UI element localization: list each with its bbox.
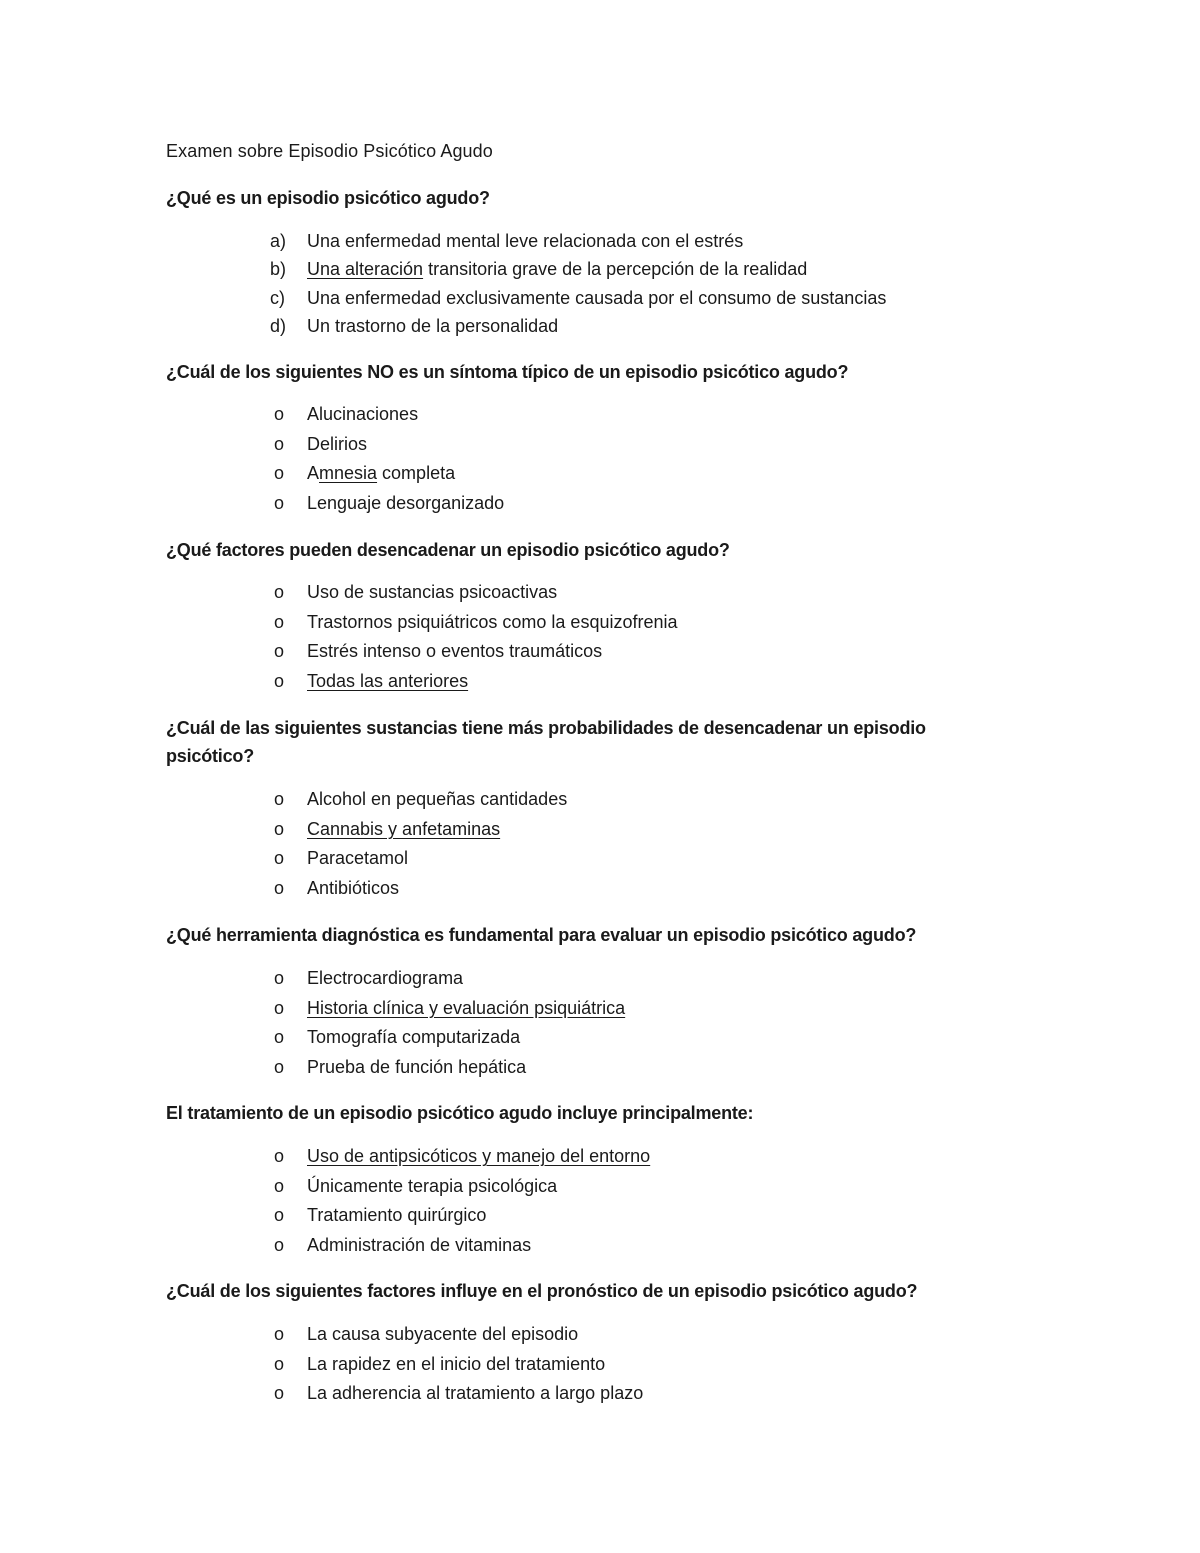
option-text: Paracetamol (307, 848, 409, 869)
option-item (270, 669, 678, 699)
question-heading: ¿Cuál de las siguientes sustancias tiene más probabilidades de desencadenar un episodio psicótico? (166, 718, 926, 766)
option-item (270, 1322, 643, 1352)
bullet-marker: o (274, 671, 285, 692)
option-text: Alucinaciones (307, 404, 419, 424)
options-list (270, 1144, 650, 1263)
bullet-marker: o (274, 1057, 285, 1078)
option-text: Una enfermedad mental leve relacionada con el estrés (307, 231, 744, 251)
option-item (270, 314, 886, 342)
bullet-marker: o (274, 818, 285, 839)
option-item (270, 580, 678, 610)
bullet-marker: o (274, 1235, 285, 1256)
option-letter: c) (270, 287, 285, 308)
options-list (270, 1322, 643, 1411)
option-text: Tomografía computarizada (307, 1027, 521, 1048)
option-item (270, 461, 504, 491)
option-item (270, 432, 504, 462)
option-item (270, 1174, 650, 1204)
option-text-underlined: Cannabis y anfetaminas (307, 818, 501, 839)
bullet-marker: o (274, 789, 285, 809)
bullet-marker: o (274, 611, 285, 632)
question-heading: ¿Qué factores pueden desencadenar un episodio psicótico agudo? (166, 540, 730, 560)
option-item (270, 966, 625, 996)
option-text: Tratamiento quirúrgico (307, 1205, 487, 1226)
bullet-marker: o (274, 1027, 285, 1048)
option-text: completa (377, 463, 456, 484)
question-heading: ¿Cuál de los siguientes factores influye en el pronóstico de un episodio psicótico agudo? (166, 1281, 918, 1301)
option-text: Únicamente terapia psicológica (307, 1175, 558, 1196)
option-letter: b) (270, 259, 287, 280)
bullet-marker: o (274, 968, 285, 988)
option-text: Delirios (307, 433, 368, 454)
option-text: Lenguaje desorganizado (307, 493, 505, 514)
option-text: Uso de sustancias psicoactivas (307, 582, 558, 602)
option-item (270, 996, 625, 1026)
bullet-marker: o (274, 848, 285, 869)
option-text: Trastornos psiquiátricos como la esquizofrenia (307, 611, 678, 632)
option-letter: a) (270, 231, 287, 251)
option-text: Una enfermedad exclusivamente causada por el consumo de sustancias (307, 287, 887, 308)
option-text: La causa subyacente del episodio (307, 1324, 579, 1344)
options-list (270, 787, 567, 906)
option-text-underlined: Una alteración (307, 259, 424, 280)
option-text: A (307, 463, 320, 484)
bullet-marker: o (274, 582, 285, 602)
option-item (270, 1203, 650, 1233)
bullet-marker: o (274, 1175, 285, 1196)
option-item (270, 229, 886, 257)
option-item (270, 1055, 625, 1085)
question-heading: ¿Cuál de los siguientes NO es un síntoma típico de un episodio psicótico agudo? (166, 362, 849, 382)
option-text: Administración de vitaminas (307, 1235, 532, 1256)
option-item (270, 639, 678, 669)
option-text: Antibióticos (307, 878, 400, 899)
option-item (270, 402, 504, 432)
option-item (270, 787, 567, 817)
option-text-underlined: Todas las anteriores (307, 671, 469, 692)
bullet-marker: o (274, 1146, 285, 1166)
option-text: Estrés intenso o eventos traumáticos (307, 641, 603, 662)
options-list (270, 229, 886, 342)
bullet-marker: o (274, 1205, 285, 1226)
option-text: transitoria grave de la percepción de la realidad (423, 259, 808, 280)
option-text: La adherencia al tratamiento a largo plazo (307, 1383, 644, 1404)
option-text: Un trastorno de la personalidad (307, 315, 559, 336)
option-text-underlined: mnesia (319, 463, 378, 484)
bullet-marker: o (274, 878, 285, 899)
question-heading: El tratamiento de un episodio psicótico agudo incluye principalmente: (166, 1103, 754, 1123)
option-text: Electrocardiograma (307, 968, 464, 988)
option-item (270, 257, 886, 285)
bullet-marker: o (274, 641, 285, 662)
bullet-marker: o (274, 1353, 285, 1374)
option-text-underlined: Uso de antipsicóticos y manejo del entorno (307, 1146, 651, 1166)
option-item (270, 1025, 625, 1055)
option-item (270, 846, 567, 876)
bullet-marker: o (274, 404, 285, 424)
document-title: Examen sobre Episodio Psicótico Agudo (166, 141, 493, 161)
option-text: Alcohol en pequeñas cantidades (307, 789, 568, 809)
option-item (270, 286, 886, 314)
question-heading: ¿Qué herramienta diagnóstica es fundamental para evaluar un episodio psicótico agudo? (166, 925, 917, 945)
option-item (270, 876, 567, 906)
option-text: Prueba de función hepática (307, 1057, 527, 1078)
bullet-marker: o (274, 433, 285, 454)
options-list (270, 402, 504, 521)
option-item (270, 491, 504, 521)
option-item (270, 1352, 643, 1382)
bullet-marker: o (274, 493, 285, 514)
option-text: La rapidez en el inicio del tratamiento (307, 1353, 606, 1374)
option-letter: d) (270, 315, 287, 336)
bullet-marker: o (274, 463, 285, 484)
bullet-marker: o (274, 1383, 285, 1404)
bullet-marker: o (274, 1324, 285, 1344)
option-item (270, 610, 678, 640)
options-list (270, 580, 678, 699)
options-list (270, 966, 625, 1085)
option-item (270, 1233, 650, 1263)
bullet-marker: o (274, 997, 285, 1018)
option-text-underlined: Historia clínica y evaluación psiquiátrica (307, 997, 626, 1018)
option-item (270, 817, 567, 847)
option-item (270, 1144, 650, 1174)
question-heading: ¿Qué es un episodio psicótico agudo? (166, 188, 490, 208)
option-item (270, 1381, 643, 1411)
